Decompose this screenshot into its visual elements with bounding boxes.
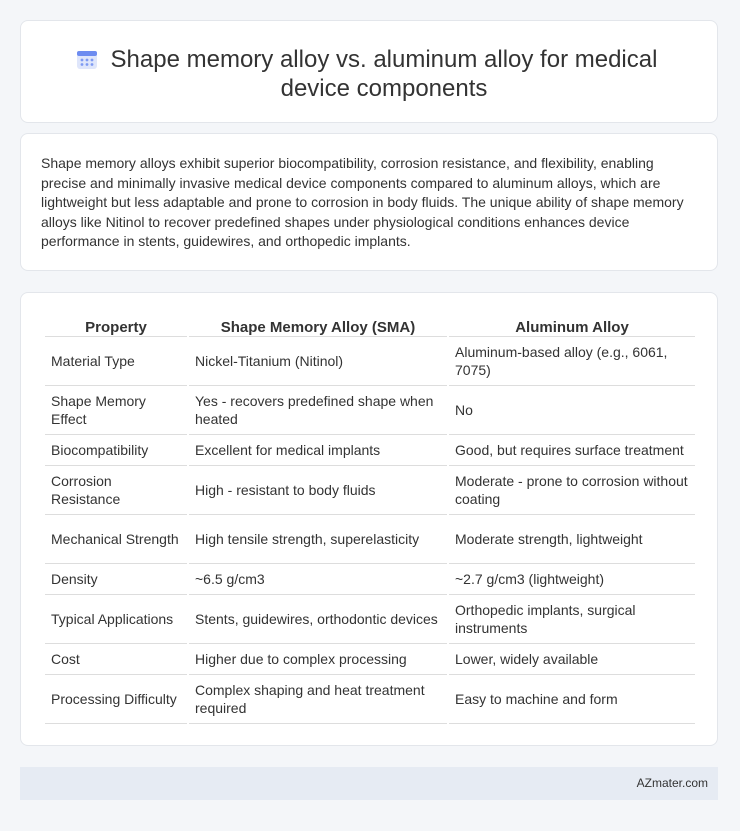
property-cell: Processing Difficulty (45, 675, 187, 724)
header-property: Property (45, 315, 187, 337)
table-row (45, 466, 695, 515)
property-cell: Typical Applications (45, 595, 187, 644)
property-cell: Cost (45, 644, 187, 675)
aluminum-cell: Lower, widely available (449, 644, 695, 675)
footer-bar (20, 767, 718, 800)
property-cell: Shape Memory Effect (45, 386, 187, 435)
property-cell: Mechanical Strength (45, 515, 187, 564)
table-row (45, 386, 695, 435)
header-aluminum: Aluminum Alloy (449, 315, 695, 337)
page-title: Shape memory alloy vs. aluminum alloy for medical device components (110, 46, 658, 102)
aluminum-cell: Easy to machine and form (449, 675, 695, 724)
table-row (45, 564, 695, 595)
table-row (45, 337, 695, 386)
aluminum-cell: Aluminum-based alloy (e.g., 6061, 7075) (449, 337, 695, 386)
sma-cell: Excellent for medical implants (189, 435, 447, 466)
summary-text: Shape memory alloys exhibit superior biocompatibility, corrosion resistance, and flexibility, enabling precise and minimally invasive medical device components compared to aluminum alloys, which are lightweight but less adaptable and prone to corrosion in body fluids. The unique ability of shape memory alloys like Nitinol to recover predefined shapes under physiological conditions enhances device performance in stents, guidewires, and orthopedic implants. (41, 155, 684, 249)
table-row (45, 435, 695, 466)
title-card (20, 20, 718, 123)
sma-cell: Stents, guidewires, orthodontic devices (189, 595, 447, 644)
property-cell: Corrosion Resistance (45, 466, 187, 515)
sma-cell: Yes - recovers predefined shape when heated (189, 386, 447, 435)
summary-card (20, 133, 718, 271)
sma-cell: Higher due to complex processing (189, 644, 447, 675)
sma-cell: Nickel-Titanium (Nitinol) (189, 337, 447, 386)
comparison-card (20, 292, 718, 746)
aluminum-cell: Good, but requires surface treatment (449, 435, 695, 466)
sma-cell: High tensile strength, superelasticity (189, 515, 447, 564)
sma-cell: Complex shaping and heat treatment required (189, 675, 447, 724)
sma-cell: High - resistant to body fluids (189, 466, 447, 515)
table-row (45, 595, 695, 644)
footer-brand: AZmater.com (636, 776, 708, 790)
table-row (45, 644, 695, 675)
property-cell: Material Type (45, 337, 187, 386)
aluminum-cell: Moderate - prone to corrosion without coating (449, 466, 695, 515)
property-cell: Density (45, 564, 187, 595)
table-row (45, 675, 695, 724)
aluminum-cell: Orthopedic implants, surgical instruments (449, 595, 695, 644)
comparison-table (43, 315, 697, 724)
header-sma: Shape Memory Alloy (SMA) (189, 315, 447, 337)
aluminum-cell: Moderate strength, lightweight (449, 515, 695, 564)
property-cell: Biocompatibility (45, 435, 187, 466)
aluminum-cell: ~2.7 g/cm3 (lightweight) (449, 564, 695, 595)
table-row (45, 515, 695, 564)
table-header-row (45, 315, 695, 337)
sma-cell: ~6.5 g/cm3 (189, 564, 447, 595)
aluminum-cell: No (449, 386, 695, 435)
